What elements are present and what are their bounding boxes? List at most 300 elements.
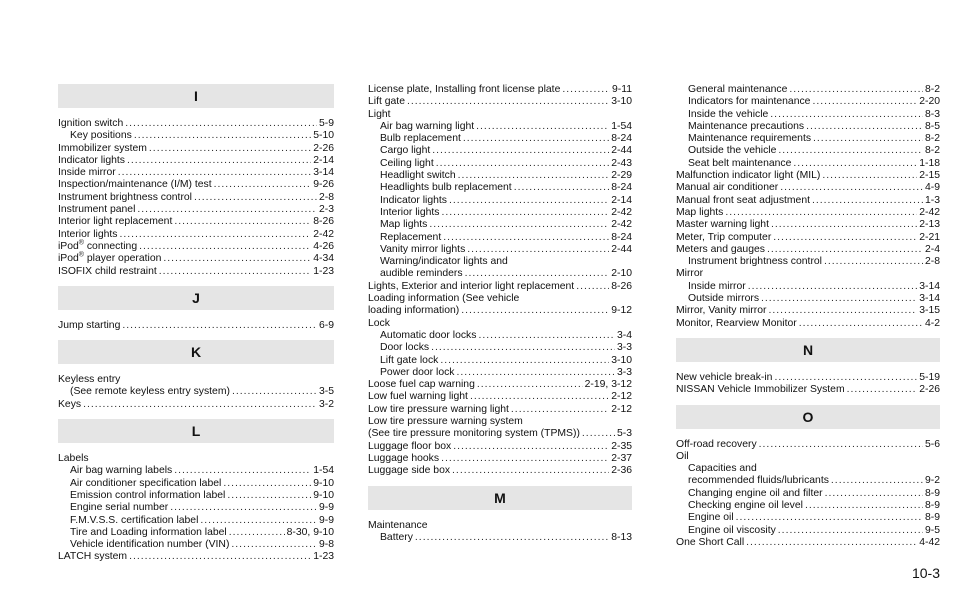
entry-term-text: Air bag warning light xyxy=(380,120,475,132)
entry-term xyxy=(368,416,523,428)
entry-term-text: Cargo light xyxy=(380,145,431,157)
entry-term-text: Map lights xyxy=(676,206,724,218)
entry-term-suffix: connecting xyxy=(83,240,138,252)
dot-leader xyxy=(511,404,609,416)
entry-term xyxy=(70,490,225,502)
entry-term-text: Manual front seat adjustment xyxy=(676,194,810,206)
entry-term-text: Inspection/maintenance (I/M) test xyxy=(58,179,212,191)
index-subentry xyxy=(676,133,940,145)
dot-leader xyxy=(793,158,917,170)
entry-page: 2-26 xyxy=(919,384,940,396)
index-subentry xyxy=(676,512,940,524)
dot-leader xyxy=(223,478,311,490)
dot-leader xyxy=(449,195,609,207)
entry-term-text: Inside the vehicle xyxy=(688,108,769,120)
index-subentry xyxy=(368,158,632,170)
entry-page: 3-2 xyxy=(318,398,334,410)
entry-term-text: Meters and gauges xyxy=(676,243,765,255)
dot-leader xyxy=(231,539,317,551)
entry-page: 2-13 xyxy=(919,219,940,231)
entry-term xyxy=(58,204,135,216)
index-entry xyxy=(676,170,940,182)
entry-term xyxy=(70,465,172,477)
index-entry xyxy=(58,167,334,179)
index-column-2 xyxy=(368,84,632,544)
dot-leader xyxy=(780,182,923,194)
entry-term xyxy=(676,170,820,182)
entry-term-text: Automatic door locks xyxy=(380,329,477,341)
entry-term-text: Maintenance requirements xyxy=(688,133,812,145)
index-entry xyxy=(368,416,632,428)
entry-term xyxy=(70,386,230,398)
entry-term xyxy=(676,384,845,396)
dot-leader xyxy=(746,537,917,549)
entry-term-text: Interior light replacement xyxy=(58,216,173,228)
entry-term-text: Lights, Exterior and interior light replacement xyxy=(368,280,575,292)
entry-term xyxy=(368,441,451,453)
entry-page: 6-9 xyxy=(318,319,334,331)
entry-term xyxy=(380,330,476,342)
entry-term xyxy=(58,167,116,179)
dot-leader xyxy=(822,170,917,182)
entry-term xyxy=(380,133,461,145)
entry-term-text: Vehicle identification number (VIN) xyxy=(70,539,230,551)
index-subentry xyxy=(676,500,940,512)
dot-leader xyxy=(122,320,317,332)
entry-page: 8-13 xyxy=(611,531,632,543)
entry-term-text: ISOFIX child restraint xyxy=(58,265,157,277)
entry-term xyxy=(368,404,509,416)
index-entry xyxy=(368,520,632,532)
entry-page: 2-42 xyxy=(919,206,940,218)
entry-page: 2-43 xyxy=(611,157,632,169)
index-entry xyxy=(368,96,632,108)
index-entry xyxy=(58,216,334,228)
section-gap xyxy=(676,397,940,405)
index-entry xyxy=(368,453,632,465)
entry-term-text: Warning/indicator lights and xyxy=(380,256,508,268)
dot-leader xyxy=(768,305,917,317)
entry-term-text: (See tire pressure monitoring system (TPMS)) xyxy=(368,428,580,440)
entry-page: 5-19 xyxy=(919,371,940,383)
entry-term xyxy=(676,451,689,463)
dot-leader xyxy=(813,133,923,145)
entry-term-text: Inside mirror xyxy=(688,280,746,292)
dot-leader xyxy=(770,109,923,121)
dot-leader xyxy=(825,488,923,500)
dot-leader xyxy=(436,158,609,170)
index-entry xyxy=(58,320,334,332)
entry-term-text: Off-road recovery xyxy=(676,438,757,450)
entry-term xyxy=(58,453,89,465)
dot-leader xyxy=(227,490,311,502)
entry-term-text: Lock xyxy=(368,317,390,329)
index-entry xyxy=(368,428,632,440)
index-entry xyxy=(676,439,940,451)
dot-leader xyxy=(170,502,317,514)
entry-page: 9-10 xyxy=(313,489,334,501)
entry-term-text: F.M.V.S.S. certification label xyxy=(70,514,199,526)
index-entry xyxy=(676,244,940,256)
dot-leader xyxy=(432,145,609,157)
index-entry xyxy=(368,379,632,391)
entry-term-text: Keys xyxy=(58,398,82,410)
index-entry xyxy=(58,229,334,241)
entry-page: 8-9 xyxy=(924,500,940,512)
dot-leader xyxy=(453,441,609,453)
entry-term xyxy=(676,232,771,244)
index-subentry xyxy=(368,170,632,182)
entry-term xyxy=(58,179,212,191)
entry-term xyxy=(58,192,192,204)
entry-term xyxy=(368,391,468,403)
entry-term xyxy=(368,428,580,440)
section-letter-k: K xyxy=(58,340,334,364)
index-entry xyxy=(676,372,940,384)
index-subentry xyxy=(368,256,632,268)
index-subentry xyxy=(676,256,940,268)
entry-term xyxy=(70,478,221,490)
dot-leader xyxy=(467,244,609,256)
entry-term-text: Bulb replacement xyxy=(380,133,461,145)
index-entry xyxy=(58,192,334,204)
entry-page: 9-2 xyxy=(924,475,940,487)
entry-term xyxy=(688,525,776,537)
entry-page: 2-14 xyxy=(313,154,334,166)
entry-page: 3-3 xyxy=(616,366,632,378)
entry-term xyxy=(58,399,81,411)
entry-term-text: iPod xyxy=(58,253,79,265)
entry-page: 5-3 xyxy=(616,428,632,440)
index-subentry xyxy=(676,475,940,487)
entry-term xyxy=(676,207,723,219)
entry-term-text: Immobilizer system xyxy=(58,142,147,154)
index-entry xyxy=(58,551,334,563)
entry-term-text: Master warning light xyxy=(676,219,769,231)
entry-page: 4-34 xyxy=(313,253,334,265)
entry-term xyxy=(380,121,474,133)
index-subentry xyxy=(58,130,334,142)
dot-leader xyxy=(214,179,312,191)
dot-leader xyxy=(778,525,923,537)
entry-term-text: Keyless entry xyxy=(58,374,121,386)
entry-term-text: Seat belt maintenance xyxy=(688,157,792,169)
entry-term xyxy=(380,219,427,231)
entry-term xyxy=(58,155,125,167)
entry-term-text: Light xyxy=(368,108,391,120)
entry-term xyxy=(380,532,413,544)
entry-term-text: LATCH system xyxy=(58,551,128,563)
dot-leader xyxy=(441,207,609,219)
dot-leader xyxy=(429,219,609,231)
dot-leader xyxy=(514,182,610,194)
dot-leader xyxy=(470,391,609,403)
index-subentry xyxy=(368,355,632,367)
dot-leader xyxy=(562,84,610,96)
entry-term xyxy=(688,96,810,108)
entry-term-text: Maintenance xyxy=(368,519,428,531)
entry-page: 1-54 xyxy=(313,465,334,477)
entry-term xyxy=(368,109,391,121)
entry-term-suffix: player operation xyxy=(83,253,162,265)
entry-page: 2-21 xyxy=(919,231,940,243)
entry-page: 1-18 xyxy=(919,157,940,169)
entry-term-text: recommended fluids/lubricants xyxy=(688,475,829,487)
index-subentry xyxy=(58,465,334,477)
dot-leader xyxy=(458,170,610,182)
entry-term-text: Indicators for maintenance xyxy=(688,96,811,108)
dot-leader xyxy=(463,133,609,145)
entry-term xyxy=(676,268,703,280)
dot-leader xyxy=(805,500,923,512)
dot-leader xyxy=(582,428,615,440)
section-gap xyxy=(676,330,940,338)
entry-term xyxy=(380,232,441,244)
entry-page: 8-26 xyxy=(313,216,334,228)
entry-page: 2-3 xyxy=(318,204,334,216)
entry-term-text: Headlights bulb replacement xyxy=(380,182,512,194)
entry-term-text: Maintenance precautions xyxy=(688,120,805,132)
entry-term xyxy=(676,372,772,384)
dot-leader xyxy=(806,121,923,133)
entry-term xyxy=(676,439,757,451)
entry-term-text: General maintenance xyxy=(688,84,788,95)
index-subentry xyxy=(368,195,632,207)
dot-leader xyxy=(759,439,923,451)
dot-leader xyxy=(799,318,923,330)
entry-term-text: Vanity mirror lights xyxy=(380,243,466,255)
entry-term-text: Ceiling light xyxy=(380,157,434,169)
entry-term-text: Engine oil viscosity xyxy=(688,524,776,536)
entry-term xyxy=(688,463,757,475)
entry-page: 2-35 xyxy=(611,440,632,452)
dot-leader xyxy=(767,244,923,256)
index-entry xyxy=(368,318,632,330)
section-gap xyxy=(368,478,632,486)
entry-term-text: Luggage side box xyxy=(368,465,451,477)
entry-term xyxy=(58,216,172,228)
entry-term xyxy=(368,96,405,108)
entry-page: 8-24 xyxy=(611,231,632,243)
entry-page: 8-5 xyxy=(924,120,940,132)
index-entry xyxy=(58,266,334,278)
dot-leader xyxy=(194,192,317,204)
entry-term-text: Battery xyxy=(380,531,413,543)
entry-page: 2-44 xyxy=(611,145,632,157)
index-entry xyxy=(58,374,334,386)
entry-term xyxy=(368,305,459,317)
dot-leader xyxy=(824,256,923,268)
dot-leader xyxy=(163,253,311,265)
entry-page: 9-11 xyxy=(611,84,632,95)
index-entry xyxy=(368,404,632,416)
entry-term-text: Outside the vehicle xyxy=(688,145,777,157)
entry-page: 1-3 xyxy=(924,194,940,206)
index-entry xyxy=(676,384,940,396)
entry-term-text: Instrument panel xyxy=(58,204,136,216)
section-letter-o: O xyxy=(676,405,940,429)
entry-page: 2-29 xyxy=(611,170,632,182)
entry-term xyxy=(368,520,428,532)
entry-term xyxy=(688,133,811,145)
entry-term-text: audible reminders xyxy=(380,268,463,280)
entry-term xyxy=(58,551,127,563)
entry-term xyxy=(380,145,430,157)
index-subentry xyxy=(676,158,940,170)
dot-leader xyxy=(831,475,923,487)
registered-mark: ® xyxy=(78,251,84,259)
dot-leader xyxy=(478,330,615,342)
index-subentry xyxy=(676,293,940,305)
entry-page: 4-42 xyxy=(919,536,940,548)
index-subentry xyxy=(58,539,334,551)
entry-term-text: One Short Call xyxy=(676,536,745,548)
index-entry xyxy=(676,195,940,207)
entry-term xyxy=(380,342,429,354)
dot-leader xyxy=(83,399,317,411)
entry-term-text: Tire and Loading information label xyxy=(70,526,227,538)
entry-page: 8-2 xyxy=(924,84,940,95)
index-subentry xyxy=(58,502,334,514)
entry-page: 2-8 xyxy=(924,256,940,268)
page-number: 10-3 xyxy=(911,565,940,581)
entry-term xyxy=(368,293,519,305)
index-entry xyxy=(676,318,940,330)
dot-leader xyxy=(119,229,311,241)
index-subentry xyxy=(676,145,940,157)
index-subentry xyxy=(368,121,632,133)
entry-page: 2-10 xyxy=(611,268,632,280)
index-subentry xyxy=(58,515,334,527)
dot-leader xyxy=(465,268,610,280)
entry-term-text: Loose fuel cap warning xyxy=(368,379,475,391)
entry-term-text: Power door lock xyxy=(380,366,455,378)
entry-term xyxy=(58,320,120,332)
entry-page: 2-20 xyxy=(919,96,940,108)
dot-leader xyxy=(440,355,609,367)
entry-term-text: Low tire pressure warning light xyxy=(368,403,509,415)
entry-term xyxy=(380,195,447,207)
entry-page: 8-9 xyxy=(924,512,940,524)
entry-page: 9-26 xyxy=(313,179,334,191)
index-column-1 xyxy=(58,84,334,564)
entry-term xyxy=(368,318,390,330)
dot-leader xyxy=(200,515,317,527)
entry-page: 3-3 xyxy=(616,342,632,354)
entry-page: 4-2 xyxy=(924,317,940,329)
entry-term-text: NISSAN Vehicle Immobilizer System xyxy=(676,384,845,396)
entry-page: 3-14 xyxy=(919,293,940,305)
dot-leader xyxy=(415,532,609,544)
section-letter-m: M xyxy=(368,486,632,510)
index-entry xyxy=(58,241,334,253)
index-entry xyxy=(58,143,334,155)
entry-page: 2-26 xyxy=(313,142,334,154)
index-subentry xyxy=(368,133,632,145)
index-entry xyxy=(676,207,940,219)
entry-term-text: Monitor, Rearview Monitor xyxy=(676,317,797,329)
index-entry xyxy=(58,399,334,411)
entry-page: 4-26 xyxy=(313,240,334,252)
index-subentry xyxy=(368,342,632,354)
entry-term xyxy=(688,488,823,500)
entry-page: 5-10 xyxy=(313,130,334,142)
index-entry xyxy=(676,305,940,317)
index-subentry xyxy=(368,207,632,219)
entry-term-text: Low fuel warning light xyxy=(368,391,468,403)
entry-term xyxy=(688,158,791,170)
entry-term-text: Instrument brightness control xyxy=(688,256,822,268)
entry-term xyxy=(676,182,778,194)
entry-term xyxy=(380,244,465,256)
entry-page: 3-10 xyxy=(611,96,632,108)
entry-page: 2-42 xyxy=(611,219,632,231)
entry-term-text: License plate, Installing front license plate xyxy=(368,84,561,95)
entry-page: 2-15 xyxy=(919,170,940,182)
entry-term-text: Malfunction indicator light (MIL) xyxy=(676,170,821,182)
entry-term-text: Labels xyxy=(58,453,89,465)
entry-page: 1-23 xyxy=(313,265,334,277)
dot-leader xyxy=(773,232,917,244)
entry-term xyxy=(688,293,759,305)
entry-page: 4-9 xyxy=(924,182,940,194)
entry-term xyxy=(688,109,768,121)
entry-term xyxy=(380,256,508,268)
entry-page: 9-9 xyxy=(318,514,334,526)
entry-term-text: Mirror xyxy=(676,268,704,280)
dot-leader xyxy=(847,384,918,396)
section-gap xyxy=(58,411,334,419)
index-subentry xyxy=(676,463,940,475)
entry-page: 1-23 xyxy=(313,551,334,563)
index-subentry xyxy=(58,527,334,539)
entry-term xyxy=(676,244,765,256)
dot-leader xyxy=(431,342,615,354)
entry-term-text: Map lights xyxy=(380,219,428,231)
dot-leader xyxy=(771,219,917,231)
entry-term-text: Lift gate lock xyxy=(380,354,439,366)
index-entry xyxy=(676,232,940,244)
entry-term xyxy=(70,130,132,142)
entry-term-text: Replacement xyxy=(380,231,442,243)
index-entry xyxy=(368,281,632,293)
entry-term-text: Inside mirror xyxy=(58,167,116,179)
entry-page: 3-4 xyxy=(616,329,632,341)
entry-term xyxy=(368,465,450,477)
entry-term-text: Emission control information label xyxy=(70,489,226,501)
entry-page: 9-12 xyxy=(611,305,632,317)
dot-leader xyxy=(725,207,917,219)
entry-page: 8-3 xyxy=(924,108,940,120)
entry-term-text: Instrument brightness control xyxy=(58,191,192,203)
entry-term-text: Lift gate xyxy=(368,96,405,108)
dot-leader xyxy=(232,386,317,398)
entry-term xyxy=(676,195,810,207)
entry-term-text: Headlight switch xyxy=(380,170,456,182)
index-entry xyxy=(58,155,334,167)
entry-term xyxy=(676,219,769,231)
index-subentry xyxy=(368,367,632,379)
entry-page: 1-54 xyxy=(611,120,632,132)
entry-term-text: Mirror, Vanity mirror xyxy=(676,305,767,317)
section-letter-l: L xyxy=(58,419,334,443)
index-subentry xyxy=(368,232,632,244)
index-subentry xyxy=(368,330,632,342)
entry-page: 2-4 xyxy=(924,243,940,255)
index-subentry xyxy=(58,386,334,398)
index-subentry xyxy=(368,268,632,280)
entry-term-text: Interior lights xyxy=(380,206,440,218)
